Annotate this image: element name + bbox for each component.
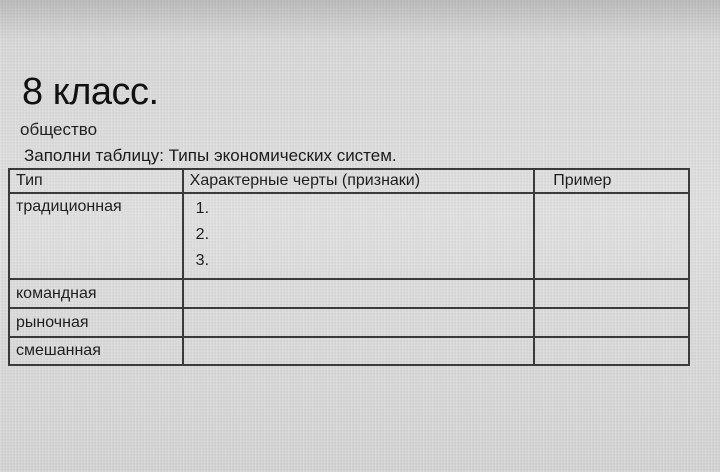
table-row-mixed (9, 337, 689, 365)
table-row-traditional (9, 193, 689, 279)
cell-type-traditional (9, 193, 183, 279)
cell-type-market: рыночная (9, 308, 183, 337)
cell-type-mixed: смешанная (9, 337, 183, 365)
cell-example-mixed[interactable] (534, 337, 689, 365)
cell-example-command[interactable] (534, 279, 689, 308)
page-title: 8 класс. (22, 71, 159, 113)
table-header-row (9, 169, 689, 193)
economic-systems-table (8, 168, 690, 366)
task-instruction: Заполни таблицу: Типы экономических систем. (24, 146, 397, 165)
header-example: Пример (534, 169, 689, 193)
feature-item-3: 3. (195, 252, 210, 269)
cell-features-command[interactable] (183, 279, 535, 308)
cell-type-command: командная (9, 279, 183, 308)
header-type: Тип (9, 169, 183, 193)
table-row-market (9, 308, 689, 337)
feature-item-1: 1. (195, 200, 210, 217)
feature-item-2: 2. (195, 226, 210, 243)
photo-shadow (0, 0, 720, 40)
cell-example-traditional[interactable] (534, 193, 689, 279)
features-list (190, 194, 528, 274)
header-features: Характерные черты (признаки) (183, 169, 535, 193)
cell-features-traditional[interactable] (183, 193, 535, 279)
cell-features-market[interactable] (183, 308, 535, 337)
table-row-command (9, 279, 689, 308)
cell-example-market[interactable] (534, 308, 689, 337)
type-label: традиционная (16, 198, 122, 215)
cell-features-mixed[interactable] (183, 337, 535, 365)
subject-label: общество (20, 120, 98, 139)
